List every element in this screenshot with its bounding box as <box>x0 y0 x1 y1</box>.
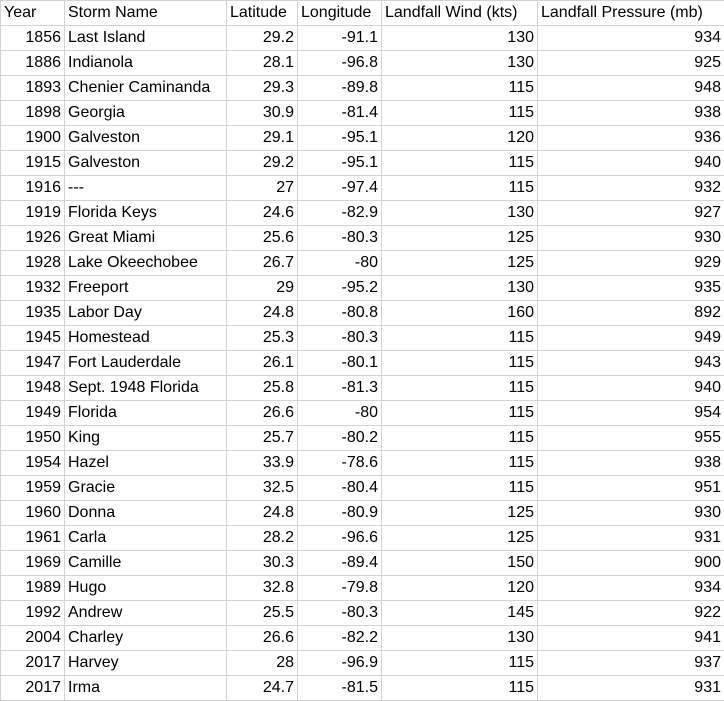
cell-landfall-wind[interactable]: 150 <box>382 551 538 576</box>
cell-year[interactable]: 1916 <box>1 176 65 201</box>
cell-landfall-wind[interactable]: 115 <box>382 676 538 701</box>
table-row <box>1 201 724 226</box>
cell-year[interactable]: 1961 <box>1 526 65 551</box>
cell-storm-name[interactable]: Georgia <box>65 101 227 126</box>
cell-landfall-wind[interactable]: 125 <box>382 226 538 251</box>
cell-landfall-wind[interactable]: 115 <box>382 351 538 376</box>
table-row <box>1 451 724 476</box>
cell-longitude[interactable]: -96.6 <box>298 526 382 551</box>
header-year[interactable]: Year <box>1 1 65 26</box>
cell-year[interactable]: 1898 <box>1 101 65 126</box>
table-row <box>1 526 724 551</box>
cell-landfall-wind[interactable]: 130 <box>382 51 538 76</box>
cell-landfall-pressure[interactable]: 935 <box>538 276 724 301</box>
cell-landfall-wind[interactable]: 160 <box>382 301 538 326</box>
cell-year[interactable]: 2017 <box>1 651 65 676</box>
cell-latitude[interactable]: 29.2 <box>227 26 298 51</box>
cell-latitude[interactable]: 25.3 <box>227 326 298 351</box>
header-longitude[interactable]: Longitude <box>298 1 382 26</box>
cell-landfall-wind[interactable]: 115 <box>382 401 538 426</box>
cell-landfall-wind[interactable]: 125 <box>382 501 538 526</box>
cell-storm-name[interactable]: Carla <box>65 526 227 551</box>
cell-storm-name[interactable]: Last Island <box>65 26 227 51</box>
cell-latitude[interactable]: 28.1 <box>227 51 298 76</box>
cell-landfall-pressure[interactable]: 936 <box>538 126 724 151</box>
cell-longitude[interactable]: -96.9 <box>298 651 382 676</box>
cell-latitude[interactable]: 27 <box>227 176 298 201</box>
cell-year[interactable]: 1950 <box>1 426 65 451</box>
cell-year[interactable]: 1992 <box>1 601 65 626</box>
cell-landfall-wind[interactable]: 130 <box>382 26 538 51</box>
cell-latitude[interactable]: 26.6 <box>227 401 298 426</box>
cell-landfall-pressure[interactable]: 938 <box>538 101 724 126</box>
cell-year[interactable]: 1969 <box>1 551 65 576</box>
table-row <box>1 376 724 401</box>
cell-longitude[interactable]: -81.3 <box>298 376 382 401</box>
cell-storm-name[interactable]: Hugo <box>65 576 227 601</box>
cell-landfall-pressure[interactable]: 948 <box>538 76 724 101</box>
header-landfall-wind[interactable]: Landfall Wind (kts) <box>382 1 538 26</box>
cell-landfall-wind[interactable]: 115 <box>382 76 538 101</box>
table-row <box>1 651 724 676</box>
table-row <box>1 426 724 451</box>
cell-longitude[interactable]: -95.2 <box>298 276 382 301</box>
table-row <box>1 576 724 601</box>
table-row <box>1 501 724 526</box>
cell-landfall-wind[interactable]: 115 <box>382 426 538 451</box>
cell-storm-name[interactable]: Fort Lauderdale <box>65 351 227 376</box>
cell-landfall-pressure[interactable]: 927 <box>538 201 724 226</box>
cell-landfall-wind[interactable]: 125 <box>382 526 538 551</box>
cell-longitude[interactable]: -91.1 <box>298 26 382 51</box>
cell-storm-name[interactable]: --- <box>65 176 227 201</box>
table-row <box>1 51 724 76</box>
cell-storm-name[interactable]: Labor Day <box>65 301 227 326</box>
cell-latitude[interactable]: 30.3 <box>227 551 298 576</box>
cell-longitude[interactable]: -80 <box>298 251 382 276</box>
cell-landfall-wind[interactable]: 130 <box>382 201 538 226</box>
cell-year[interactable]: 1960 <box>1 501 65 526</box>
cell-longitude[interactable]: -80.4 <box>298 476 382 501</box>
cell-longitude[interactable]: -80.8 <box>298 301 382 326</box>
cell-landfall-wind[interactable]: 115 <box>382 376 538 401</box>
cell-landfall-pressure[interactable]: 930 <box>538 501 724 526</box>
cell-longitude[interactable]: -96.8 <box>298 51 382 76</box>
cell-storm-name[interactable]: Sept. 1948 Florida <box>65 376 227 401</box>
cell-latitude[interactable]: 29.3 <box>227 76 298 101</box>
table-row <box>1 551 724 576</box>
cell-landfall-wind[interactable]: 115 <box>382 101 538 126</box>
cell-longitude[interactable]: -80.1 <box>298 351 382 376</box>
cell-year[interactable]: 1900 <box>1 126 65 151</box>
cell-year[interactable]: 2004 <box>1 626 65 651</box>
cell-landfall-pressure[interactable]: 954 <box>538 401 724 426</box>
cell-latitude[interactable]: 26.1 <box>227 351 298 376</box>
cell-landfall-pressure[interactable]: 922 <box>538 601 724 626</box>
cell-latitude[interactable]: 32.5 <box>227 476 298 501</box>
cell-year[interactable]: 1932 <box>1 276 65 301</box>
cell-year[interactable]: 1949 <box>1 401 65 426</box>
cell-year[interactable]: 1935 <box>1 301 65 326</box>
cell-landfall-pressure[interactable]: 931 <box>538 526 724 551</box>
cell-landfall-pressure[interactable]: 934 <box>538 576 724 601</box>
cell-landfall-pressure[interactable]: 955 <box>538 426 724 451</box>
table-row <box>1 126 724 151</box>
table-row <box>1 351 724 376</box>
table-row <box>1 476 724 501</box>
cell-longitude[interactable]: -78.6 <box>298 451 382 476</box>
cell-storm-name[interactable]: Gracie <box>65 476 227 501</box>
cell-storm-name[interactable]: Galveston <box>65 126 227 151</box>
table-row <box>1 101 724 126</box>
table-row <box>1 276 724 301</box>
cell-landfall-pressure[interactable]: 932 <box>538 176 724 201</box>
cell-longitude[interactable]: -80.2 <box>298 426 382 451</box>
cell-latitude[interactable]: 26.7 <box>227 251 298 276</box>
cell-longitude[interactable]: -80.9 <box>298 501 382 526</box>
cell-landfall-wind[interactable]: 115 <box>382 651 538 676</box>
cell-storm-name[interactable]: Hazel <box>65 451 227 476</box>
cell-storm-name[interactable]: Freeport <box>65 276 227 301</box>
cell-year[interactable]: 1948 <box>1 376 65 401</box>
cell-longitude[interactable]: -95.1 <box>298 151 382 176</box>
cell-landfall-pressure[interactable]: 940 <box>538 376 724 401</box>
cell-latitude[interactable]: 24.8 <box>227 501 298 526</box>
cell-year[interactable]: 1886 <box>1 51 65 76</box>
header-latitude[interactable]: Latitude <box>227 1 298 26</box>
cell-storm-name[interactable]: Harvey <box>65 651 227 676</box>
cell-landfall-wind[interactable]: 115 <box>382 176 538 201</box>
cell-storm-name[interactable]: Homestead <box>65 326 227 351</box>
cell-landfall-wind[interactable]: 125 <box>382 251 538 276</box>
cell-landfall-wind[interactable]: 130 <box>382 276 538 301</box>
cell-longitude[interactable]: -80.3 <box>298 226 382 251</box>
cell-year[interactable]: 1947 <box>1 351 65 376</box>
cell-year[interactable]: 1989 <box>1 576 65 601</box>
cell-latitude[interactable]: 25.5 <box>227 601 298 626</box>
cell-longitude[interactable]: -82.9 <box>298 201 382 226</box>
table-row <box>1 626 724 651</box>
cell-year[interactable]: 1954 <box>1 451 65 476</box>
cell-landfall-pressure[interactable]: 934 <box>538 26 724 51</box>
cell-storm-name[interactable]: King <box>65 426 227 451</box>
cell-longitude[interactable]: -79.8 <box>298 576 382 601</box>
cell-landfall-pressure[interactable]: 900 <box>538 551 724 576</box>
cell-landfall-pressure[interactable]: 941 <box>538 626 724 651</box>
table-row <box>1 226 724 251</box>
cell-longitude[interactable]: -80.3 <box>298 326 382 351</box>
table-row <box>1 251 724 276</box>
cell-latitude[interactable]: 24.7 <box>227 676 298 701</box>
cell-landfall-pressure[interactable]: 937 <box>538 651 724 676</box>
cell-landfall-pressure[interactable]: 951 <box>538 476 724 501</box>
cell-storm-name[interactable]: Lake Okeechobee <box>65 251 227 276</box>
cell-year[interactable]: 1893 <box>1 76 65 101</box>
cell-latitude[interactable]: 24.8 <box>227 301 298 326</box>
cell-longitude[interactable]: -89.8 <box>298 76 382 101</box>
cell-latitude[interactable]: 30.9 <box>227 101 298 126</box>
table-body <box>1 26 724 701</box>
cell-longitude[interactable]: -97.4 <box>298 176 382 201</box>
cell-latitude[interactable]: 29.1 <box>227 126 298 151</box>
cell-storm-name[interactable]: Florida Keys <box>65 201 227 226</box>
cell-year[interactable]: 2017 <box>1 676 65 701</box>
header-row <box>1 1 724 26</box>
table-row <box>1 151 724 176</box>
cell-year[interactable]: 1945 <box>1 326 65 351</box>
cell-latitude[interactable]: 25.6 <box>227 226 298 251</box>
cell-year[interactable]: 1928 <box>1 251 65 276</box>
cell-latitude[interactable]: 28 <box>227 651 298 676</box>
table-row <box>1 301 724 326</box>
cell-longitude[interactable]: -80 <box>298 401 382 426</box>
table-row <box>1 26 724 51</box>
cell-landfall-pressure[interactable]: 930 <box>538 226 724 251</box>
table-row <box>1 326 724 351</box>
table-row <box>1 676 724 701</box>
cell-landfall-pressure[interactable]: 949 <box>538 326 724 351</box>
cell-storm-name[interactable]: Great Miami <box>65 226 227 251</box>
cell-storm-name[interactable]: Irma <box>65 676 227 701</box>
cell-storm-name[interactable]: Galveston <box>65 151 227 176</box>
cell-landfall-wind[interactable]: 115 <box>382 151 538 176</box>
cell-landfall-wind[interactable]: 115 <box>382 451 538 476</box>
cell-landfall-pressure[interactable]: 892 <box>538 301 724 326</box>
cell-landfall-pressure[interactable]: 940 <box>538 151 724 176</box>
cell-latitude[interactable]: 24.6 <box>227 201 298 226</box>
cell-storm-name[interactable]: Andrew <box>65 601 227 626</box>
cell-storm-name[interactable]: Indianola <box>65 51 227 76</box>
cell-landfall-pressure[interactable]: 931 <box>538 676 724 701</box>
cell-longitude[interactable]: -81.4 <box>298 101 382 126</box>
cell-latitude[interactable]: 26.6 <box>227 626 298 651</box>
cell-storm-name[interactable]: Donna <box>65 501 227 526</box>
cell-latitude[interactable]: 32.8 <box>227 576 298 601</box>
cell-landfall-wind[interactable]: 145 <box>382 601 538 626</box>
cell-longitude[interactable]: -89.4 <box>298 551 382 576</box>
cell-storm-name[interactable]: Camille <box>65 551 227 576</box>
cell-landfall-wind[interactable]: 120 <box>382 576 538 601</box>
cell-year[interactable]: 1926 <box>1 226 65 251</box>
cell-longitude[interactable]: -80.3 <box>298 601 382 626</box>
cell-latitude[interactable]: 33.9 <box>227 451 298 476</box>
cell-latitude[interactable]: 25.7 <box>227 426 298 451</box>
cell-year[interactable]: 1915 <box>1 151 65 176</box>
table-row <box>1 601 724 626</box>
cell-longitude[interactable]: -81.5 <box>298 676 382 701</box>
cell-longitude[interactable]: -82.2 <box>298 626 382 651</box>
cell-year[interactable]: 1856 <box>1 26 65 51</box>
table-row <box>1 176 724 201</box>
cell-landfall-wind[interactable]: 115 <box>382 326 538 351</box>
cell-storm-name[interactable]: Florida <box>65 401 227 426</box>
cell-year[interactable]: 1959 <box>1 476 65 501</box>
cell-storm-name[interactable]: Chenier Caminanda <box>65 76 227 101</box>
header-landfall-pressure[interactable]: Landfall Pressure (mb) <box>538 1 724 26</box>
cell-latitude[interactable]: 29 <box>227 276 298 301</box>
cell-latitude[interactable]: 25.8 <box>227 376 298 401</box>
cell-landfall-pressure[interactable]: 925 <box>538 51 724 76</box>
header-storm-name[interactable]: Storm Name <box>65 1 227 26</box>
cell-year[interactable]: 1919 <box>1 201 65 226</box>
table-row <box>1 401 724 426</box>
cell-landfall-wind[interactable]: 115 <box>382 476 538 501</box>
cell-landfall-pressure[interactable]: 929 <box>538 251 724 276</box>
cell-landfall-wind[interactable]: 130 <box>382 626 538 651</box>
cell-longitude[interactable]: -95.1 <box>298 126 382 151</box>
cell-landfall-wind[interactable]: 120 <box>382 126 538 151</box>
cell-latitude[interactable]: 28.2 <box>227 526 298 551</box>
cell-landfall-pressure[interactable]: 938 <box>538 451 724 476</box>
table-row <box>1 76 724 101</box>
cell-landfall-pressure[interactable]: 943 <box>538 351 724 376</box>
cell-storm-name[interactable]: Charley <box>65 626 227 651</box>
cell-latitude[interactable]: 29.2 <box>227 151 298 176</box>
